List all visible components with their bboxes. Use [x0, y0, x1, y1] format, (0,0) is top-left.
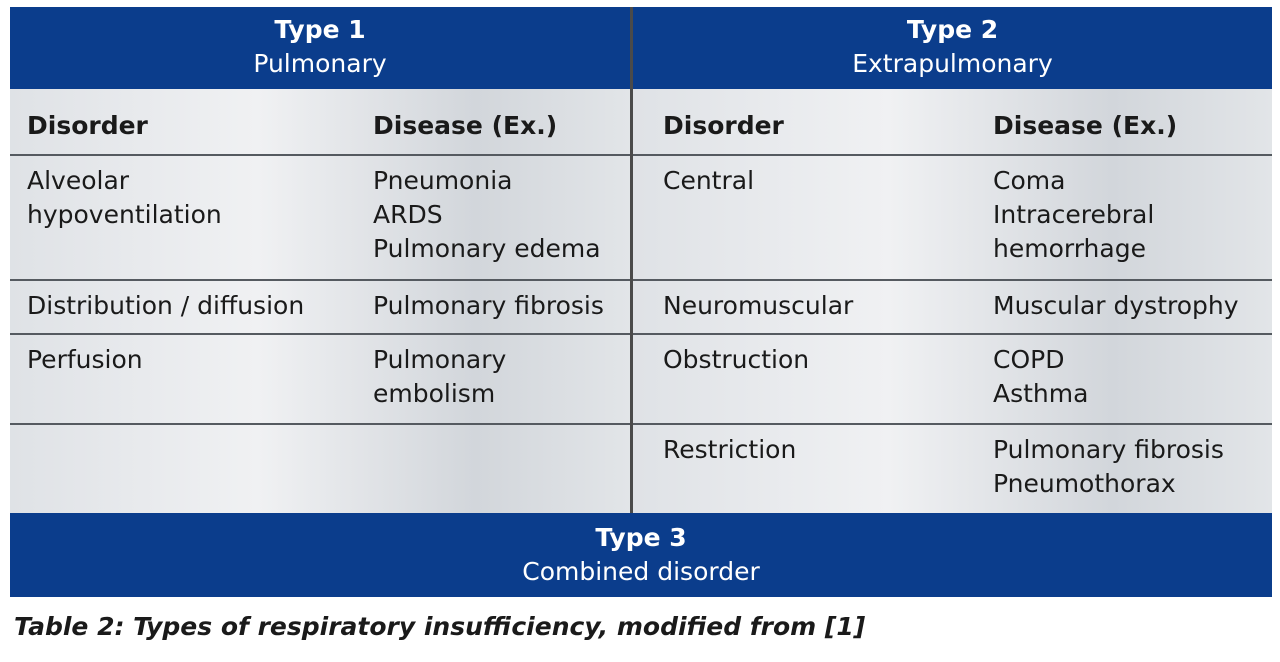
pulmonary-row-2-disorder	[27, 289, 304, 323]
column-divider	[630, 7, 633, 513]
extrapulmonary-row-3	[633, 335, 1272, 425]
extrapulmonary-row-4-disease	[993, 433, 1224, 501]
type3-title: Type 3	[595, 523, 687, 552]
extrapulmonary-disease-header: Disease (Ex.)	[993, 111, 1178, 140]
disorder-line: Alveolar	[27, 166, 130, 195]
pulmonary-section	[10, 89, 630, 513]
pulmonary-row-1	[10, 156, 630, 281]
extrapulmonary-row-1-disorder	[663, 164, 754, 198]
extrapulmonary-row-2	[633, 281, 1272, 335]
disorder-line: Central	[663, 166, 755, 195]
disease-line: Intracerebral	[993, 200, 1155, 229]
disease-line: ARDS	[373, 200, 443, 229]
extrapulmonary-row-2-disorder	[663, 289, 853, 323]
type2-subtitle: Extrapulmonary	[852, 49, 1053, 78]
disease-line: Pulmonary edema	[373, 234, 601, 263]
table-caption: Table 2: Types of respiratory insufficiency, modified from [1]	[14, 612, 866, 641]
extrapulmonary-row-1	[633, 156, 1272, 281]
type3-footer	[10, 513, 1272, 597]
disorder-line: Restriction	[663, 435, 797, 464]
pulmonary-row-2-disease	[373, 289, 604, 323]
extrapulmonary-row-1-disease	[993, 164, 1154, 266]
type2-title: Type 2	[906, 15, 999, 44]
pulmonary-row-3	[10, 335, 630, 425]
disease-line: Coma	[993, 166, 1066, 195]
disease-line: COPD	[993, 345, 1065, 374]
extrapulmonary-column-header-row	[633, 89, 1272, 156]
extrapulmonary-row-3-disorder	[663, 343, 809, 377]
pulmonary-row-1-disorder	[27, 164, 222, 232]
disease-line: hemorrhage	[993, 234, 1146, 263]
extrapulmonary-section	[633, 89, 1272, 513]
extrapulmonary-row-3-disease	[993, 343, 1088, 411]
extrapulmonary-row-4	[633, 425, 1272, 513]
disease-line: Pulmonary fibrosis	[373, 291, 604, 320]
disorder-line: Distribution / diffusion	[27, 291, 305, 320]
extrapulmonary-row-2-disease	[993, 289, 1239, 323]
type3-subtitle: Combined disorder	[522, 557, 760, 586]
type1-header	[10, 7, 630, 89]
pulmonary-row-3-disorder	[27, 343, 143, 377]
disorder-line: Obstruction	[663, 345, 810, 374]
disease-line: Asthma	[993, 379, 1089, 408]
pulmonary-column-header-row	[10, 89, 630, 156]
pulmonary-disorder-header: Disorder	[27, 111, 148, 140]
pulmonary-disease-header: Disease (Ex.)	[373, 111, 558, 140]
type1-title: Type 1	[274, 15, 366, 44]
respiratory-insufficiency-table	[10, 7, 1272, 597]
pulmonary-empty-cell	[10, 425, 630, 513]
extrapulmonary-row-4-disorder	[663, 433, 796, 467]
pulmonary-row-3-disease	[373, 343, 506, 411]
disease-line: Pulmonary	[373, 345, 507, 374]
disorder-line: Neuromuscular	[663, 291, 854, 320]
disease-line: Pulmonary fibrosis	[993, 435, 1224, 464]
type2-header	[633, 7, 1272, 89]
pulmonary-row-1-disease	[373, 164, 601, 266]
disorder-line: hypoventilation	[27, 200, 222, 229]
extrapulmonary-disorder-header: Disorder	[663, 111, 784, 140]
disease-line: Pneumothorax	[993, 469, 1176, 498]
disease-line: embolism	[373, 379, 496, 408]
disease-line: Muscular dystrophy	[993, 291, 1239, 320]
disease-line: Pneumonia	[373, 166, 513, 195]
disorder-line: Perfusion	[27, 345, 143, 374]
type1-subtitle: Pulmonary	[253, 49, 387, 78]
pulmonary-row-2	[10, 281, 630, 335]
